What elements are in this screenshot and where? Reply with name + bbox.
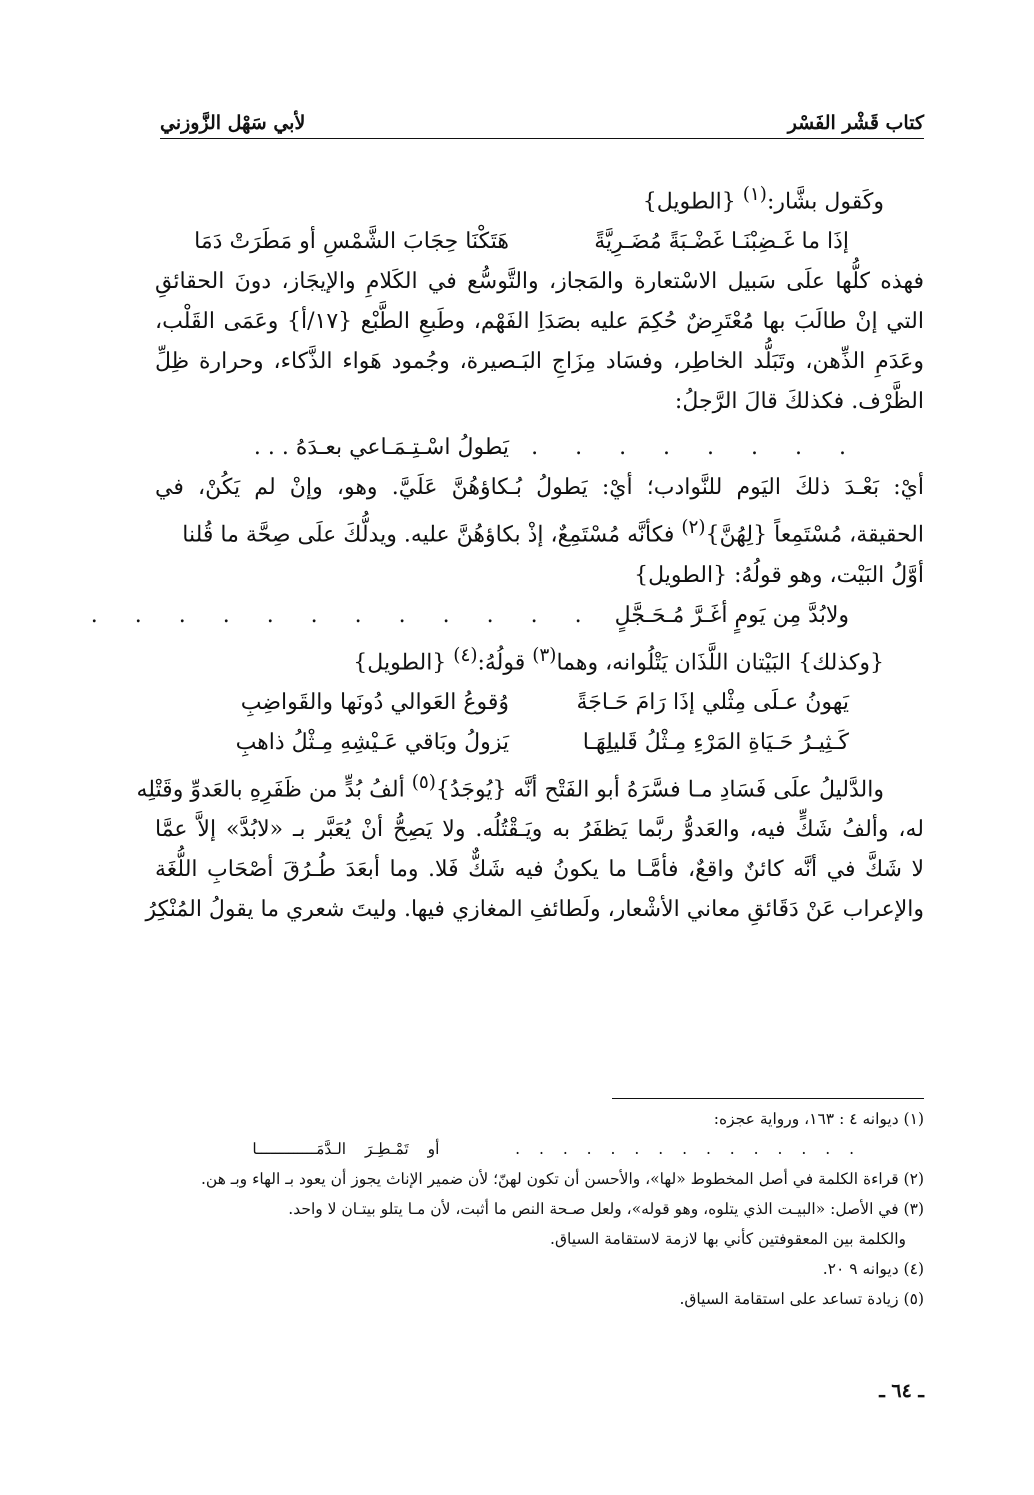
header-rule [160,138,924,139]
footnote-3-continued: والكلمة بين المعقوفتين كأني بها لازمة لاستقامة السياق. [550,1230,906,1248]
text-line: فهذه كلُّها علَى سَبيل الاسْتعارة والمَجاز، والتَّوسُّع في الكَلامِ والإيجَاز، دونَ الحقائقِ [155,269,924,295]
text-line: أوَّلُ البَيْت، وهو قولُهُ: {الطويل} [634,562,924,588]
main-text [90,175,924,930]
text-line: الظَّرْف. فكذلكَ قالَ الرَّجلُ: [674,389,924,415]
footnotes [155,1104,924,1314]
footnote-5: (٥) زيادة تساعد على استقامة السياق. [679,1290,924,1308]
footnote-1-verse: . . . . . . . . . . . . . . . أو تَمْـطِـرَ الـدَّمَـــــــــــــا [252,1140,854,1158]
verse-line [155,222,924,262]
footnote-ref: (١) [742,184,767,205]
verse-line [90,596,924,636]
verse-dots: . . . . . . . . . . . . [90,602,585,628]
footnote-ref: (٣) [532,644,557,666]
header-author: لأبي سَهْل الزَّوزني [160,112,306,134]
footnote-4: (٤) ديوانه ٩ ٢٠. [822,1260,924,1278]
footnote-ref: (٤) [453,644,478,666]
footnote-ref: (٥) [411,771,436,793]
text-line: الحقيقة، مُسْتَمِعاً {لِهُنَّ}$^{(٢)}$ فكأنَّه مُسْتَمِعٌ، إذْ بكاؤهُنَّ عليه. ويدلُّكَ علَى صِحَّة ما قُلنا [182,517,924,548]
verse-hemistich-first: إذَا ما غَـضِبْنَـا غَضْـبَةً مُضَـرِيَّةً [594,229,849,255]
verse-hemistich-first: يَهونُ عـلَى مِثْلي إذَا رَامَ حَـاجَةً [576,689,849,715]
verse-hemistich-second: هَتَكْنَا حِجَابَ الشَّمْسِ أو مَطَرَتْ دَمَا [194,229,509,255]
verse-hemistich-second: وُقوعُ العَوالي دُونَها والقَواضِبِ [240,689,509,715]
text-line: وعَدَمِ الذِّهن، وتَبَلُّد الخاطِر، وفسَاد مِزَاجِ البَـصيرة، وجُمود هَواء الذَّكاء، وحرارة ظِلِّ [155,349,924,375]
text-line: أيْ: بَعْـدَ ذلكَ اليَوم للنَّوادب؛ أيْ: يَطولُ بُـكاؤهُنَّ عَلَيَّ. وهو، وإنْ لم يَكُنْ، في [155,475,924,501]
verse-hemistich-second: يَزولُ وبَاقي عَـيْشِهِ مِـثْلُ ذاهبِ [235,729,509,755]
text-line: والإعراب عَنْ دَقَائقِ معاني الأشْعار، ولَطائفِ المغازي فيها. وليتَ شعري ما يقولُ المُنْكِرُ [145,897,924,923]
text-line: التي إنْ طالَبَ بها مُعْتَرِضٌ حُكِمَ عليه بصَدَاِ الفَهْم، وطَبعِ الطَّبْع {١٧/أ} وعَمَى القَلْب، [155,309,924,335]
footnote-1: (١) ديوانه ٤ : ١٦٣، ورواية عجزه: [713,1110,924,1128]
verse-hemistich-second: يَطولُ اسْـتِـمَـاعي بعـدَهُ . . . [253,435,509,461]
text-line: والدَّليلُ علَى فَسَادِ مـا فسَّرَهُ أبو الفَتْح أنَّه {يُوجَدُ}$^{(٥)}$ ألفُ بُدٍّ من ظَفَرِهِ بالعَدوِّ وقَتْلِه [136,771,884,803]
footnote-rule [612,1098,924,1099]
running-header [160,100,924,134]
verse-hemistich-first: ولابُدَّ مِن يَومٍ أغَـرَّ مُـحَـجَّلٍ [614,602,849,628]
footnote-3: (٣) في الأصل: «البيـت الذي يتلوه، وهو قوله»، ولعل صـحة النص ما أثبت، لأن مـا يتلو بيتـان لا واحد. [288,1200,924,1218]
text-line: {وكذلك} البَيْتان اللَّذَان يَتْلُوانه، وهما$^{(٣)}$ قولُهُ:$^{(٤)}$ {الطويل} [353,644,884,675]
verse-line [155,723,924,763]
footnote-ref: (٢) [681,517,706,539]
verse-dots: . . . . . . . . . [487,435,849,461]
footnote-2: (٢) قراءة الكلمة في أصل المخطوط «لها»، والأحسن أن تكون لهنّ؛ لأن ضمير الإناث يجوز أن يعود بـ الهاء وبـ هن. [200,1170,924,1188]
header-book-title: كتاب قَشْر الفَسْر [787,112,924,134]
page-number: ـ ٦٤ ـ [879,1380,924,1402]
text-line: وكَقول بشَّار:$^{(١)}$ {الطويل} [642,184,884,215]
text-line: لا شَكَّ في أنَّه كائنٌ واقعٌ، فأمَّـا ما يكونُ فيه شَكٌّ فَلا. وما أبعَدَ طُـرُقَ أصْحَابِ اللُّغَة [155,857,924,883]
verse-hemistich-first: كَـثِيـرُ حَـيَاةِ المَرْءِ مِـثْلُ قَليلِهَـا [582,729,849,755]
verse-line [155,683,924,723]
verse-line [155,428,924,468]
text-line: له، وألفُ شَكٍّ فيه، والعَدوُّ ربَّما يَظفَرُ به ويَـقْتُلُه. ولا يَصِحُّ أنْ يُعَبَّر بـ «لابُدَّ» إلاَّ عمَّا [155,817,924,843]
